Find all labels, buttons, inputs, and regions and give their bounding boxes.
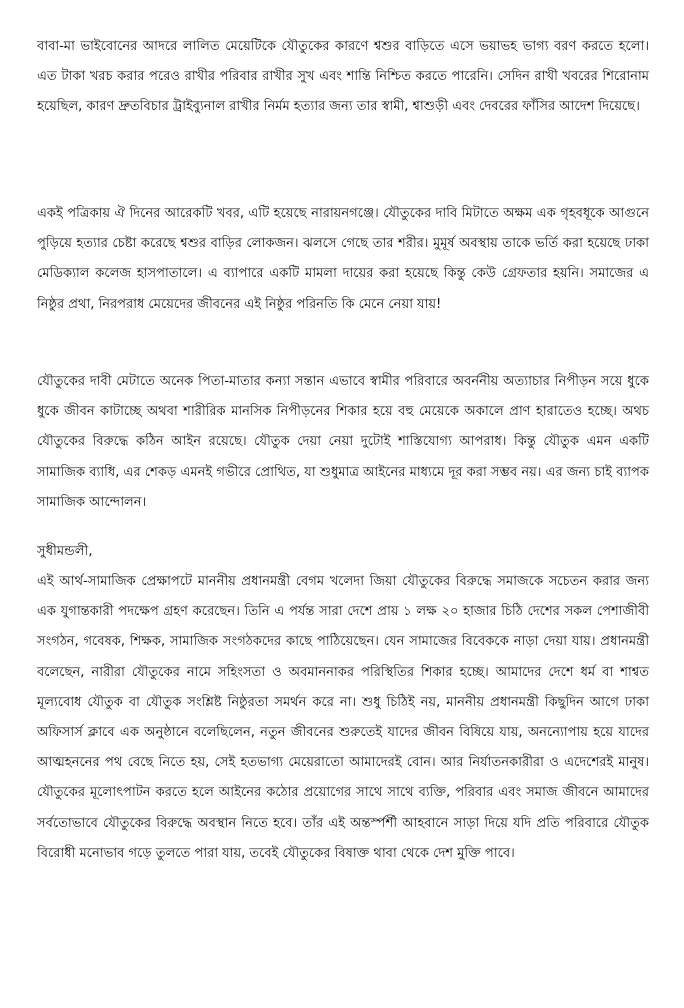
paragraph-dowry-law: যৌতুকের দাবী মেটাতে অনেক পিতা-মাতার কন্যা সন্তান এভাবে স্বামীর পরিবারে অবর্ননীয় অত্যাচার নিপীড়ন সয়ে ধুকে ধুকে জীবন কাটাচ্ছে অথবা শারীরিক মানসিক নিপীড়নের শিকার হয়ে বহু মেয়েকে অকালে প্রাণ হারাতেও হচ্ছে। অথচ যৌতুকের বিরুদ্ধে কঠিন আইন রয়েছে। যৌতুক দেয়া নেয়া দুটোই শাস্তিযোগ্য আপরাধ। কিন্তু যৌতুক এমন একটি সামাজিক ব্যাধি, এর শেকড় এমনই গভীরে প্রোথিত, যা শুধুমাত্র আইনের মাধ্যমে দূর করা সম্ভব নয়। এর জন্য চাই ব্যাপক সামাজিক আন্দোলন। [37,374,649,510]
paragraph-prime-minister-initiative: এই আর্থ-সামাজিক প্রেক্ষাপটে মাননীয় প্রধানমন্ত্রী বেগম খলেদা জিয়া যৌতুকের বিরুদ্ধে সমাজকে সচেতন করার জন্য এক যুগান্তকারী পদক্ষেপ গ্রহণ করেছেন। তিনি এ পর্যন্ত সারা দেশে প্রায় ১ লক্ষ ২০ হাজার চিঠি দেশের সকল পেশাজীবী সংগঠন, গবেষক, শিক্ষক, সামাজিক সংগঠকদের কাছে পাঠিয়েছেন। যেন সামাজের বিবেককে নাড়া দেয়া যায়। প্রধানমন্ত্রী বলেছেন, নারীরা যৌতুকের নামে সহিংসতা ও অবমাননাকর পরিস্থিতির শিকার হচ্ছে। আমাদের দেশে ধর্ম বা শাশ্বত মূল্যবোধ যৌতুক বা যৌতুক সংশ্লিষ্ট নিষ্ঠুরতা সমর্থন করে না। শুধু চিঠিই নয়, মাননীয় প্রধানমন্ত্রী কিছুদিন আগে ঢাকা অফিসার্স ক্লাবে এক অনুষ্ঠানে বলেছিলেন, নতুন জীবনের শুরুতেই যাদের জীবন বিষিয়ে যায়, অনন্যোপায় হয়ে যাদের আত্মহননের পথ বেছে নিতে হয়, সেই হতভাগ্য মেয়েরাতো আমাদেরই বোন। আর নির্যাতনকারীরা ও এদেশেরই মানুষ। যৌতুকের মূলোৎপাটন করতে হলে আইনের কঠোর প্রয়োগের সাথে সাথে ব্যক্তি, পরিবার এবং সমাজ জীবনে আমাদের সর্বতোভাবে যৌতুকের বিরুদ্ধে অবস্থান নিতে হবে। তাঁর এই অন্তর্স্পর্শী আহবানে সাড়া দিয়ে যদি প্রতি পরিবারে যৌতুক বিরোধী মনোভাব গড়ে তুলতে পারা যায়, তবেই যৌতুকের বিষাক্ত থাবা থেকে দেশ মুক্তি পাবে। [37,574,649,861]
paragraph-rakhi-verdict: বাবা-মা ভাইবোনের আদরে লালিত মেয়েটিকে যৌতুকের কারণে শ্বশুর বাড়িতে এসে ভয়াভহ ভাগ্য বরণ করতে হলো। এত টাকা খরচ করার পরেও রাখীর পরিবার রাখীর সুখ এবং শান্তি নিশ্চিত করতে পারেনি। সেদিন রাখী খবরের শিরোনাম হয়েছিল, কারণ দ্রুতবিচার ট্রাইব্যুনাল রাখীর নির্মম হত্যার জন্য তার স্বামী, শ্বাশুড়ী এবং দেবরের ফাঁসির আদেশ দিয়েছে। [37,39,650,115]
salutation: সুধীমন্ডলী, [37,544,93,559]
paragraph-narayanganj-news: একই পত্রিকায় ঐ দিনের আরেকটি খবর, এটি হয়েছে নারায়নগঞ্জে। যৌতুকের দাবি মিটাতে অক্ষম এক গৃহবধূকে আগুনে পুড়িয়ে হত্যার চেষ্টা করেছে শ্বশুর বাড়ির লোকজন। ঝলসে গেছে তার শরীর। মুমূর্ষ অবস্থায় তাকে ভর্তি করা হয়েছে ঢাকা মেডিক্যাল কলেজ হাসপাতালে। এ ব্যাপারে একটি মামলা দায়ের করা হয়েছে কিন্তু কেউ গ্রেফতার হয়নি। সমাজের এ নিষ্ঠুর প্রথা, নিরপরাধ মেয়েদের জীবনের এই নিষ্ঠুর পরিনতি কি মেনে নেয়া যায়! [37,206,649,312]
